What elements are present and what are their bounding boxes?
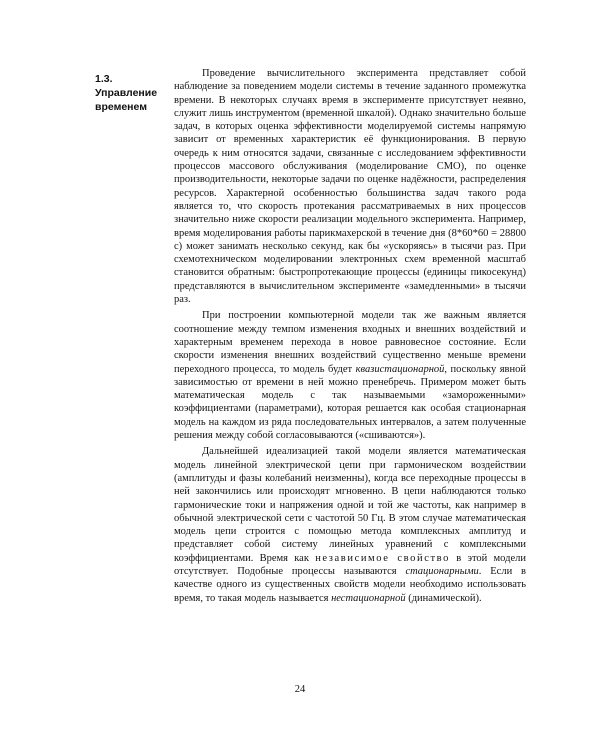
paragraph-1: Проведение вычислительного эксперимента представляет собой наблюдение за поведением модели системы в течение заданного промежутка времени. В некоторых случаях время в эксперименте присутствует неявно, служит лишь инструментом (временной шкалой). Однако значительно больше задач, в которых оценка эффективности моделируемой системы напрямую зависит от временных характеристик её функционирования. В первую очередь к ним относятся задачи, связанные с исследованием эффективности процессов массового обслуживания (моделирование СМО), по оценке производительности, некоторые задачи по оценке надёжности, распределения ресурсов. Характерной особенностью большинства задач такого рода является то, что скорость протекания рассматриваемых в них процессов значительно ниже скорости реализации модельного эксперимента. Например, время моделирования работы парикмахерской в течение дня (8*60*60 = 28800 с) может занимать несколько секунд, как бы «ускоряясь» в тысячи раз. При схемотехническом моделировании электронных схем временной масштаб становится обратным: быстропротекающие процессы (единицы пикосекунд) представляются в вычислительном эксперименте «замедленными» в тысячи раз. (174, 68, 526, 306)
paragraph-2-part-b: , поскольку явной зависимостью от времени в ней можно пренебречь. Примером может быть математическая модель с так называемыми «замороженными» коэффициентами (параметрами), которая решается как особая стационарная модель на каждом из ряда последовательных интервалов, а затем полученные решения между собой согласовываются («сшиваются»). (174, 363, 526, 442)
section-title-line2: временем (95, 101, 147, 113)
section-heading (95, 72, 165, 114)
paragraph-3 (174, 445, 526, 605)
term-quasistationary: квазистационарной (355, 363, 445, 375)
paragraph-2-part-a: При построении компьютерной модели так же важным является соотношение между темпом изменения входных и внешних воздействий и характерным временем перехода в новое равновесное состояние. Если скорости изменения внешних воздействий существенно меньше времени переходного процесса, то модель будет (174, 310, 526, 375)
term-nonstationary: нестационарной (331, 592, 406, 604)
section-number: 1.3. (95, 73, 113, 85)
paragraph-3-part-b: в этой модели отсутствует. Подобные процессы называются (174, 552, 526, 577)
paragraph-3-part-a: Дальнейшей идеализацией такой модели является математическая модель линейной электрической цепи при гармоническом воздействии (амплитуды и фазы колебаний неизменны), когда все переходные процессы в ней закончились или происходят мгновенно. В цепи наблюдаются только гармонические токи и напряжения одной и той же частоты, как например в обычной электрической сети с частотой 50 Гц. В этом случае математическая модель цепи строится с помощью метода комплексных амплитуд и представляет собой систему линейных уравнений с комплексными коэффициентами. Время как (174, 446, 526, 564)
term-stationary: стационарными (405, 565, 479, 577)
body-text (174, 67, 526, 608)
page-number: 24 (294, 684, 306, 695)
section-title-line1: Управление (95, 87, 158, 99)
paragraph-3-part-d: (динамической). (405, 592, 482, 604)
paragraph-3-part-c: . Если в качестве одного из существенных свойств модели необходимо использовать время, то такая модель называется (174, 565, 526, 604)
spaced-phrase: независимое свойство (315, 552, 450, 564)
paragraph-2 (174, 309, 526, 442)
